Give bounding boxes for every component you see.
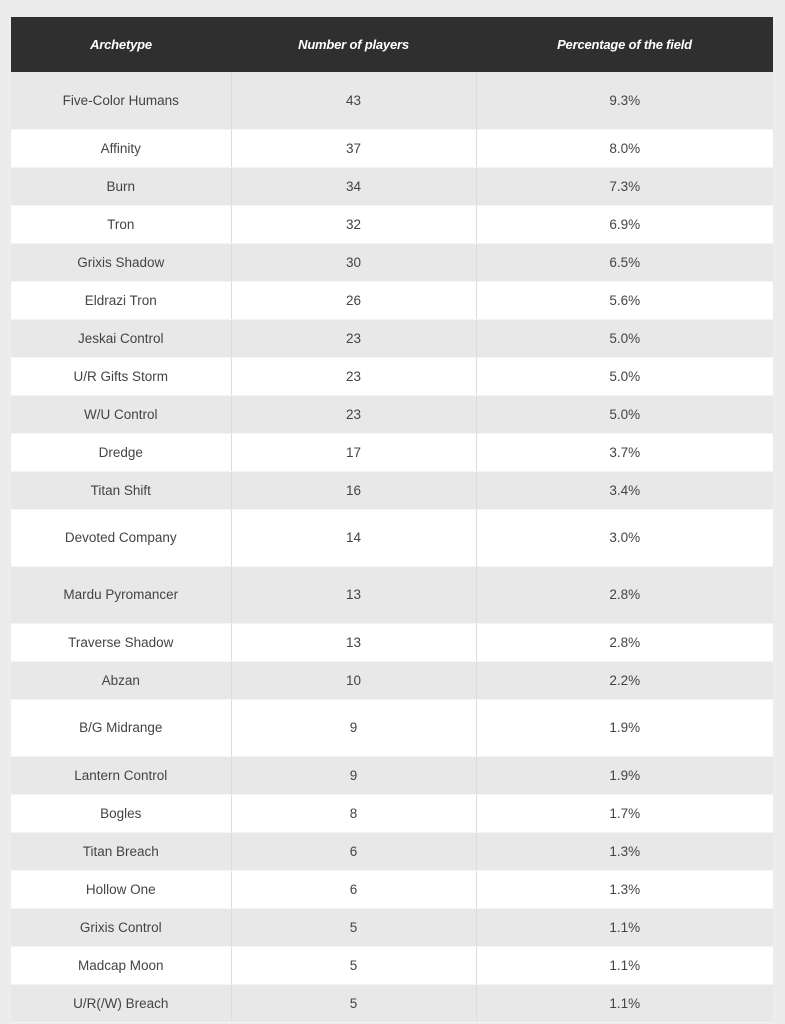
cell-percentage: 2.8% bbox=[476, 623, 773, 661]
cell-percentage: 2.2% bbox=[476, 661, 773, 699]
cell-number-of-players: 13 bbox=[231, 566, 476, 623]
cell-percentage: 6.5% bbox=[476, 243, 773, 281]
cell-archetype: Affinity bbox=[11, 129, 231, 167]
cell-archetype: Devoted Company bbox=[11, 509, 231, 566]
cell-percentage: 5.0% bbox=[476, 357, 773, 395]
table-row bbox=[11, 699, 773, 756]
cell-number-of-players: 6 bbox=[231, 832, 476, 870]
cell-percentage: 5.6% bbox=[476, 281, 773, 319]
table-row bbox=[11, 908, 773, 946]
cell-archetype: Lantern Control bbox=[11, 756, 231, 794]
table-row bbox=[11, 870, 773, 908]
cell-percentage: 1.7% bbox=[476, 794, 773, 832]
table-body bbox=[11, 72, 773, 1022]
table-row bbox=[11, 243, 773, 281]
cell-number-of-players: 14 bbox=[231, 509, 476, 566]
table-row bbox=[11, 566, 773, 623]
cell-archetype: Grixis Control bbox=[11, 908, 231, 946]
cell-percentage: 1.1% bbox=[476, 908, 773, 946]
cell-number-of-players: 17 bbox=[231, 433, 476, 471]
cell-percentage: 8.0% bbox=[476, 129, 773, 167]
table-row bbox=[11, 319, 773, 357]
cell-archetype: B/G Midrange bbox=[11, 699, 231, 756]
cell-number-of-players: 23 bbox=[231, 319, 476, 357]
cell-percentage: 1.1% bbox=[476, 946, 773, 984]
cell-archetype: W/U Control bbox=[11, 395, 231, 433]
table-row bbox=[11, 946, 773, 984]
cell-archetype: Madcap Moon bbox=[11, 946, 231, 984]
cell-archetype: Mardu Pyromancer bbox=[11, 566, 231, 623]
cell-number-of-players: 5 bbox=[231, 908, 476, 946]
table-row bbox=[11, 623, 773, 661]
cell-percentage: 3.7% bbox=[476, 433, 773, 471]
cell-number-of-players: 5 bbox=[231, 946, 476, 984]
table-row bbox=[11, 281, 773, 319]
table-row bbox=[11, 832, 773, 870]
cell-archetype: Abzan bbox=[11, 661, 231, 699]
cell-number-of-players: 30 bbox=[231, 243, 476, 281]
cell-archetype: Hollow One bbox=[11, 870, 231, 908]
cell-archetype: Dredge bbox=[11, 433, 231, 471]
table-row bbox=[11, 509, 773, 566]
cell-archetype: Burn bbox=[11, 167, 231, 205]
cell-number-of-players: 9 bbox=[231, 699, 476, 756]
cell-archetype: U/R(/W) Breach bbox=[11, 984, 231, 1022]
table-row bbox=[11, 395, 773, 433]
table-container bbox=[11, 17, 773, 1023]
cell-percentage: 9.3% bbox=[476, 72, 773, 129]
cell-percentage: 3.0% bbox=[476, 509, 773, 566]
cell-archetype: Tron bbox=[11, 205, 231, 243]
cell-percentage: 6.9% bbox=[476, 205, 773, 243]
table-row bbox=[11, 357, 773, 395]
table-header bbox=[11, 17, 773, 72]
cell-percentage: 1.9% bbox=[476, 699, 773, 756]
cell-archetype: Titan Breach bbox=[11, 832, 231, 870]
cell-number-of-players: 43 bbox=[231, 72, 476, 129]
cell-percentage: 2.8% bbox=[476, 566, 773, 623]
header-archetype: Archetype bbox=[11, 17, 231, 72]
cell-number-of-players: 34 bbox=[231, 167, 476, 205]
table-row bbox=[11, 167, 773, 205]
cell-number-of-players: 32 bbox=[231, 205, 476, 243]
cell-number-of-players: 23 bbox=[231, 357, 476, 395]
cell-number-of-players: 6 bbox=[231, 870, 476, 908]
cell-number-of-players: 37 bbox=[231, 129, 476, 167]
cell-archetype: Titan Shift bbox=[11, 471, 231, 509]
cell-archetype: Traverse Shadow bbox=[11, 623, 231, 661]
table-row bbox=[11, 984, 773, 1022]
cell-percentage: 1.9% bbox=[476, 756, 773, 794]
cell-archetype: Eldrazi Tron bbox=[11, 281, 231, 319]
cell-percentage: 1.3% bbox=[476, 832, 773, 870]
cell-number-of-players: 8 bbox=[231, 794, 476, 832]
cell-archetype: Grixis Shadow bbox=[11, 243, 231, 281]
cell-archetype: Jeskai Control bbox=[11, 319, 231, 357]
cell-number-of-players: 23 bbox=[231, 395, 476, 433]
table-row bbox=[11, 756, 773, 794]
cell-percentage: 5.0% bbox=[476, 395, 773, 433]
archetype-table bbox=[11, 17, 773, 1023]
header-number-of-players: Number of players bbox=[231, 17, 476, 72]
cell-number-of-players: 9 bbox=[231, 756, 476, 794]
cell-percentage: 7.3% bbox=[476, 167, 773, 205]
cell-number-of-players: 5 bbox=[231, 984, 476, 1022]
cell-number-of-players: 26 bbox=[231, 281, 476, 319]
cell-archetype: Bogles bbox=[11, 794, 231, 832]
cell-percentage: 3.4% bbox=[476, 471, 773, 509]
cell-percentage: 1.1% bbox=[476, 984, 773, 1022]
cell-archetype: U/R Gifts Storm bbox=[11, 357, 231, 395]
cell-number-of-players: 16 bbox=[231, 471, 476, 509]
table-row bbox=[11, 433, 773, 471]
cell-number-of-players: 10 bbox=[231, 661, 476, 699]
table-row bbox=[11, 794, 773, 832]
table-row bbox=[11, 661, 773, 699]
table-row bbox=[11, 205, 773, 243]
cell-percentage: 5.0% bbox=[476, 319, 773, 357]
table-row bbox=[11, 471, 773, 509]
header-percentage-of-field: Percentage of the field bbox=[476, 17, 773, 72]
table-row bbox=[11, 129, 773, 167]
cell-percentage: 1.3% bbox=[476, 870, 773, 908]
table-row bbox=[11, 72, 773, 129]
header-row bbox=[11, 17, 773, 72]
cell-archetype: Five-Color Humans bbox=[11, 72, 231, 129]
cell-number-of-players: 13 bbox=[231, 623, 476, 661]
